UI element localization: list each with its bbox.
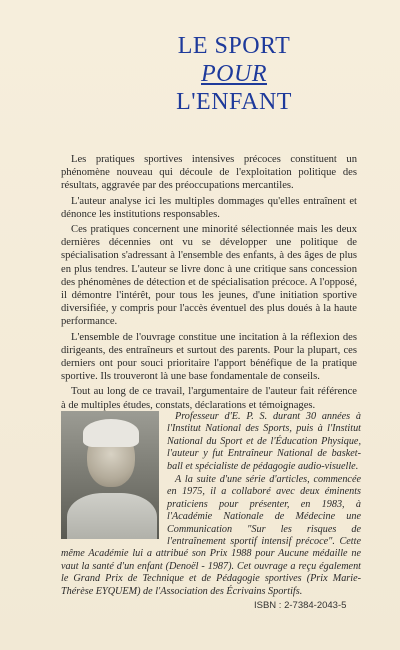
title-line-3: L'ENFANT <box>176 89 292 115</box>
blurb-paragraph-3: Ces pratiques concernent une minorité sélectionnée mais les deux dernières décennies ont vu se développer une politique de spécialisation s'adressant à l'ensemble des enfants, à des âges de plus en plus tendres. L'auteur se livre donc à une critique sans concession des phénomènes de détection et de spécialisation précoce. A l'opposé, il démontre l'intérêt, pour tous les jeunes, d'une initiation sportive diversifiée, y compris pour l'accès éventuel des plus doués à la haute performance. <box>61 224 357 328</box>
blurb-paragraph-2: L'auteur analyse ici les multiples dommages qu'elles entraînent et dénonce les institutions responsables. <box>61 195 357 220</box>
author-bio-block <box>61 411 361 599</box>
bio-paragraph-2: A la suite d'une série d'articles, commencée en 1975, il a collaboré avec deux éminents praticiens pour présenter, en 1983, à l'Académie Nationale de Médecine une Communication "Sur les risques de l'entraînement sportif intensif précoce". Cette même Académie lui a attribué son Prix 1988 pour Aucune médaille ne vaut la santé d'un enfant (Denoël - 1987). Cet ouvrage a reçu également le Grand Prix de Technique et de Pédagogie sportives (Prix Marie-Thérèse EYQUEM) de l'Association des Écrivains Sportifs. <box>61 474 361 597</box>
bio-paragraph-1: Professeur d'E. P. S. durant 30 années à l'Institut National des Sports, puis à l'Institut National du Sport et de l'Éducation Physique, l'auteur y fut Entraîneur National de basket-ball et spécialiste de pédagogie audio-visuelle. <box>167 411 361 472</box>
blurb-paragraph-1: Les pratiques sportives intensives précoces constituent un phénomène nouveau qui découle de l'exploitation politique des résultats, aggravée par des préoccupations mercantiles. <box>61 154 357 192</box>
isbn-label: ISBN : 2-7384-2043-5 <box>254 600 347 611</box>
book-title <box>134 32 334 116</box>
blurb-paragraph-5: Tout au long de ce travail, l'argumentaire de l'auteur fait référence à de multiples études, constats, déclarations et témoignages. <box>61 386 357 411</box>
author-photo <box>61 411 159 539</box>
title-line-1: LE SPORT <box>177 33 291 59</box>
blurb-paragraph-4: L'ensemble de l'ouvrage constitue une incitation à la réflexion des dirigeants, des entraîneurs et surtout des parents. Pour la plupart, ces derniers ont pour souci prioritaire l'apport bénéfique de la pratique sportive. Ils trouveront là une base fondamentale de conseils. <box>61 331 357 383</box>
title-line-2: POUR <box>201 61 267 87</box>
blurb-text <box>61 153 357 414</box>
